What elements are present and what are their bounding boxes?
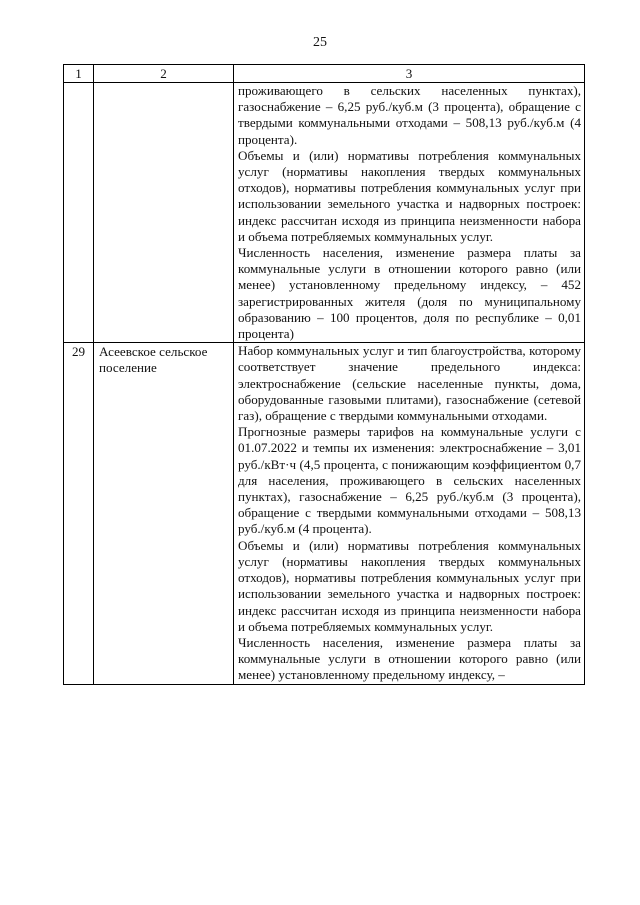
- description-paragraph: Численность населения, изменение размера платы за коммунальные услуги в отношении которого равно (или менее) установленному предельному индексу, –: [238, 634, 581, 683]
- description-paragraph: Объемы и (или) нормативы потребления коммунальных услуг (нормативы накопления твердых коммунальных отходов), нормативы потребления коммунальных услуг при использовании земельного участка и надворных построек: индекс рассчитан исходя из принципа неизменности набора и объема потребляемых коммунальных услуг.: [238, 147, 581, 244]
- row-description: [234, 83, 585, 343]
- column-header: 3: [234, 65, 585, 83]
- row-number: [64, 83, 94, 343]
- settlement-name: [94, 83, 234, 343]
- column-header: 1: [64, 65, 94, 83]
- description-paragraph: Набор коммунальных услуг и тип благоустройства, которому соответствует значение предельного индекса: электроснабжение (сельские населенные пункты, дома, оборудованные газовыми плитами), газоснабжение (сетевой газ), обращение с твердыми коммунальными отходами.: [238, 343, 581, 424]
- table-row: [64, 83, 585, 343]
- table-header-row: [64, 65, 585, 83]
- description-paragraph: Прогнозные размеры тарифов на коммунальные услуги с 01.07.2022 и темпы их изменения: электроснабжение – 3,01 руб./кВт·ч (4,5 процента, с понижающим коэффициентом 0,7 для населения, проживающего в сельских населенных пунктах), газоснабжение – 6,25 руб./куб.м (3 процента), обращение с твердыми коммунальными отходами – 508,13 руб./куб.м (4 процента).: [238, 424, 581, 537]
- column-header: 2: [94, 65, 234, 83]
- page-number: 25: [313, 35, 327, 50]
- row-description: [234, 343, 585, 684]
- settlement-name: Асеевское сельское поселение: [94, 343, 234, 684]
- description-paragraph: Численность населения, изменение размера платы за коммунальные услуги в отношении которого равно (или менее) установленному предельному индексу, – 452 зарегистрированных жителя (доля по муниципальному образованию – 100 процентов, доля по республике – 0,01 процента): [238, 245, 581, 342]
- data-table: [63, 64, 585, 685]
- description-paragraph: Объемы и (или) нормативы потребления коммунальных услуг (нормативы накопления твердых коммунальных отходов), нормативы потребления коммунальных услуг при использовании земельного участка и надворных построек: индекс рассчитан исходя из принципа неизменности набора и объема потребляемых коммунальных услуг.: [238, 537, 581, 634]
- description-paragraph: проживающего в сельских населенных пунктах), газоснабжение – 6,25 руб./куб.м (3 процента), обращение с твердыми коммунальными отходами – 508,13 руб./куб.м (4 процента).: [238, 83, 581, 147]
- table-row: [64, 343, 585, 684]
- row-number: 29: [64, 343, 94, 684]
